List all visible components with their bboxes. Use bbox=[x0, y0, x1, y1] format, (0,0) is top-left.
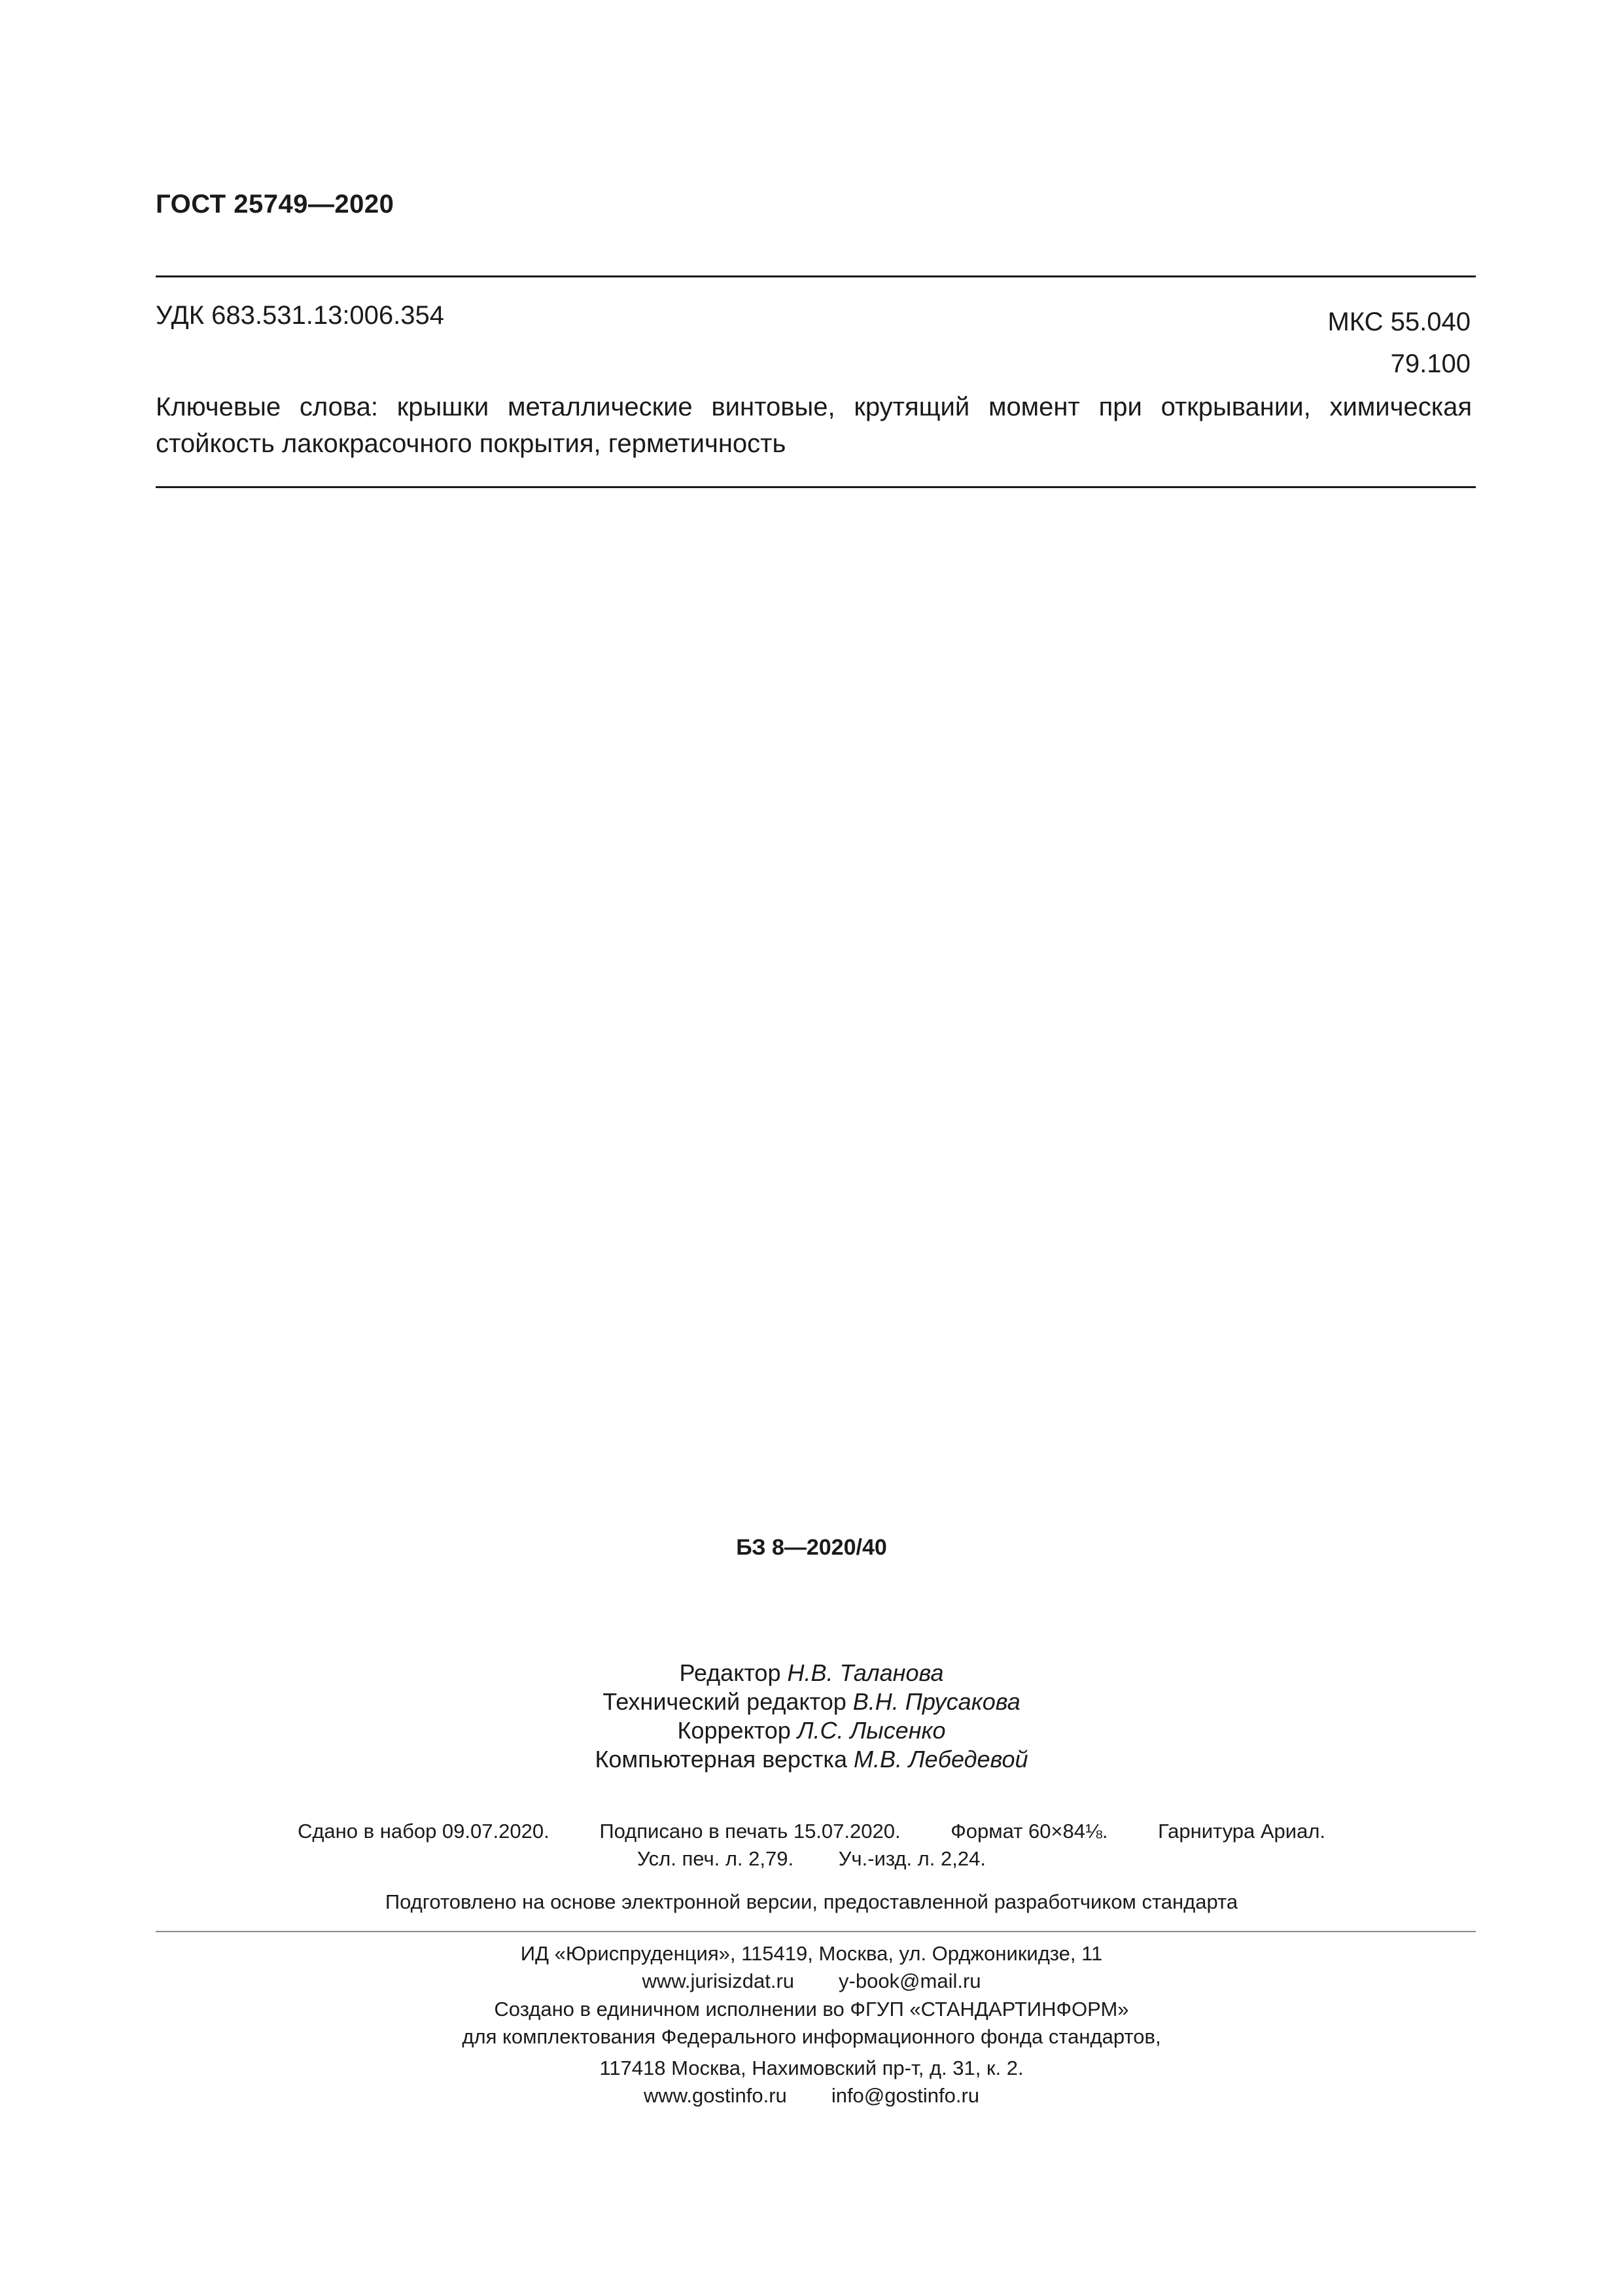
publisher-website-link[interactable]: www.jurisizdat.ru bbox=[642, 1969, 795, 1992]
editor-line bbox=[0, 1659, 1623, 1687]
keywords-divider bbox=[156, 486, 1476, 488]
tech-editor-name: В.Н. Прусакова bbox=[852, 1688, 1021, 1715]
layout-label: Компьютерная верстка bbox=[595, 1746, 847, 1773]
uch-izd-sheets: Уч.-изд. л. 2,24. bbox=[838, 1847, 986, 1870]
submitted-date: Сдано в набор 09.07.2020. bbox=[297, 1820, 550, 1843]
paper-format: Формат 60×84⅛. bbox=[951, 1820, 1108, 1843]
editorial-staff bbox=[0, 1659, 1623, 1774]
usl-pech-sheets: Усл. печ. л. 2,79. bbox=[637, 1847, 794, 1870]
standartinform-website-link[interactable]: www.gostinfo.ru bbox=[643, 2084, 787, 2107]
created-note bbox=[0, 1996, 1623, 2051]
layout-name: М.В. Лебедевой bbox=[854, 1746, 1028, 1773]
document-code: ГОСТ 25749—2020 bbox=[156, 190, 394, 219]
standartinform-contacts bbox=[0, 2082, 1623, 2110]
bz-number: БЗ 8—2020/40 bbox=[736, 1535, 887, 1560]
signed-date: Подписано в печать 15.07.2020. bbox=[599, 1820, 901, 1843]
tech-editor-label: Технический редактор bbox=[602, 1688, 846, 1715]
mks-codes bbox=[1327, 301, 1471, 385]
standartinform-email-link[interactable]: info@gostinfo.ru bbox=[831, 2084, 980, 2107]
standartinform-block bbox=[0, 2055, 1623, 2110]
created-line-1: Создано в единичном исполнении во ФГУП «СТАНДАРТИНФОРМ» bbox=[494, 1998, 1129, 2021]
editor-name: Н.В. Таланова bbox=[787, 1659, 944, 1686]
layout-line bbox=[0, 1745, 1623, 1774]
udk-code: УДК 683.531.13:006.354 bbox=[156, 301, 445, 330]
typeface: Гарнитура Ариал. bbox=[1158, 1820, 1326, 1843]
publisher-divider bbox=[156, 1931, 1476, 1932]
print-info-row-2 bbox=[0, 1845, 1623, 1873]
corrector-line bbox=[0, 1716, 1623, 1745]
publisher-address: ИД «Юриспруденция», 115419, Москва, ул. Орджоникидзе, 11 bbox=[520, 1942, 1103, 1965]
keywords-paragraph: Ключевые слова: крышки металлические винтовые, крутящий момент при открывании, химическая стойкость лакокрасочного покрытия, герметичность bbox=[156, 393, 1472, 458]
top-divider bbox=[156, 275, 1476, 277]
mks-code-primary: МКС 55.040 bbox=[1327, 308, 1471, 336]
print-information bbox=[0, 1818, 1623, 1873]
print-info-row-1 bbox=[0, 1818, 1623, 1845]
publisher-contacts bbox=[0, 1968, 1623, 1995]
publisher-block bbox=[0, 1940, 1623, 1995]
standartinform-address: 117418 Москва, Нахимовский пр-т, д. 31, к. 2. bbox=[599, 2057, 1024, 2079]
prepared-note: Подготовлено на основе электронной версии, предоставленной разработчиком стандарта bbox=[385, 1890, 1238, 1913]
corrector-label: Корректор bbox=[677, 1717, 791, 1744]
corrector-name: Л.С. Лысенко bbox=[797, 1717, 946, 1744]
created-line-2: для комплектования Федерального информационного фонда стандартов, bbox=[462, 2025, 1161, 2048]
tech-editor-line bbox=[0, 1687, 1623, 1716]
mks-code-secondary: 79.100 bbox=[1390, 349, 1471, 378]
publisher-email-link[interactable]: y-book@mail.ru bbox=[839, 1969, 981, 1992]
editor-label: Редактор bbox=[679, 1659, 781, 1686]
